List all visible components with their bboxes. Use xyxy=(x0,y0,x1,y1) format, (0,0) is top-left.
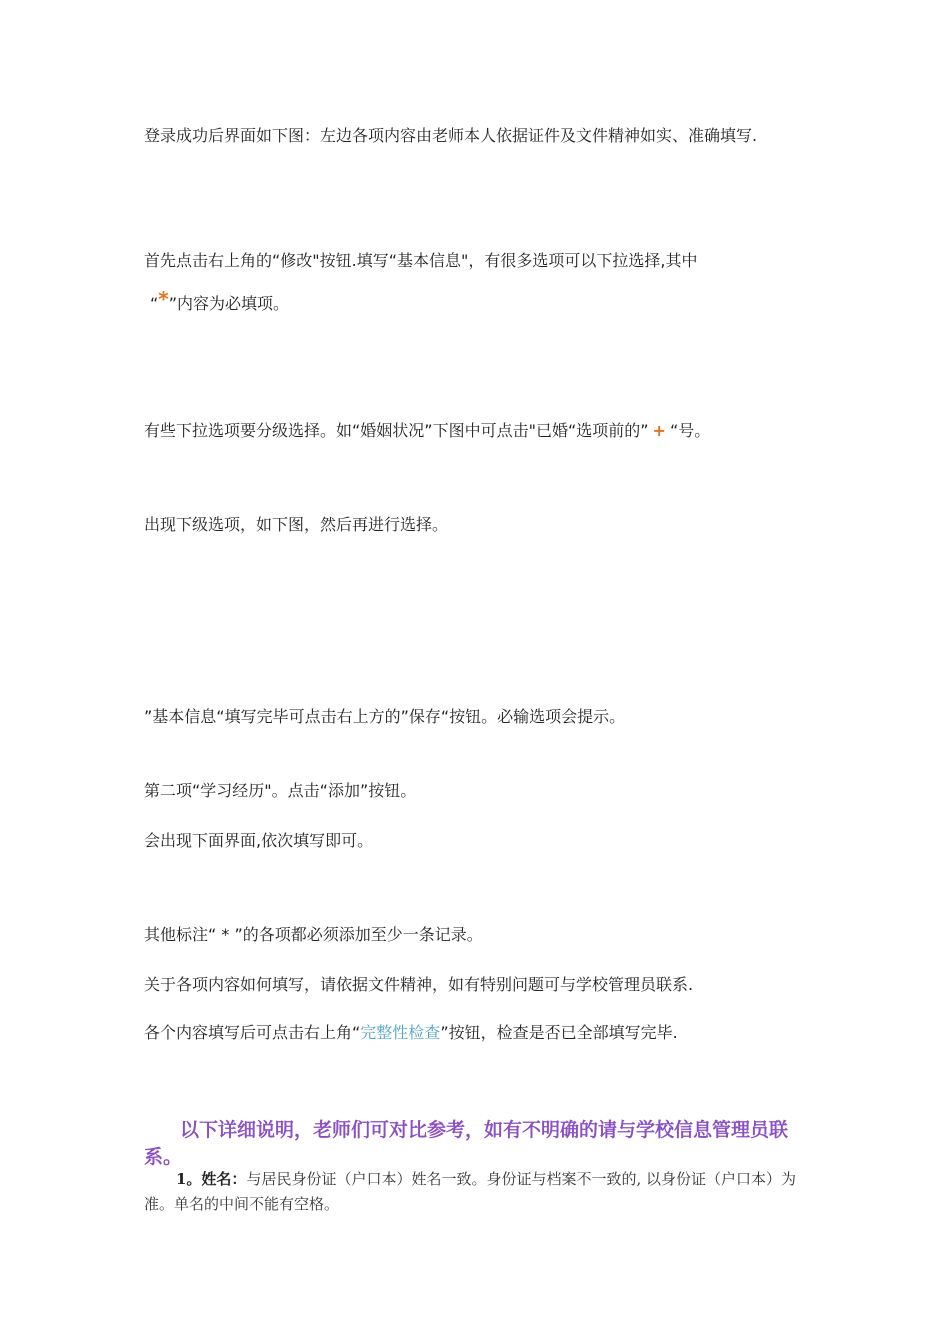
quote-open: “ xyxy=(150,294,159,313)
paragraph-modify-instructions xyxy=(144,248,804,274)
paragraph-text: ”基本信息“填写完毕可点击右上方的”保存“按钮。必输选项会提示。 xyxy=(144,707,626,726)
paragraph-text: 各个内容填写后可点击右上角“ xyxy=(144,1023,361,1042)
detail-label: 1。姓名： xyxy=(176,1170,247,1188)
required-star-icon: * xyxy=(158,287,169,311)
paragraph-text: 关于各项内容如何填写，请依据文件精神，如有特别问题可与学校管理员联系. xyxy=(144,975,694,994)
paragraph-text: ”内容为必填项。 xyxy=(168,294,290,313)
paragraph-education-history xyxy=(144,778,804,804)
paragraph-login-intro xyxy=(144,123,804,149)
paragraph-sub-options xyxy=(144,512,804,538)
completeness-check-link[interactable]: 完整性检查 xyxy=(360,1023,441,1042)
paragraph-fill-in xyxy=(144,828,804,854)
paragraph-hierarchical-select xyxy=(144,418,804,444)
detail-name-field xyxy=(144,1167,804,1217)
paragraph-text: 会出现下面界面,依次填写即可。 xyxy=(144,831,374,850)
paragraph-required-note xyxy=(150,289,810,317)
paragraph-save-note xyxy=(144,704,804,730)
paragraph-contact-admin xyxy=(144,972,804,998)
paragraph-text: ”按钮，检查是否已全部填写完毕. xyxy=(440,1023,678,1042)
paragraph-text: 登录成功后界面如下图：左边各项内容由老师本人依据证件及文件精神如实、准确填写. xyxy=(144,126,758,145)
paragraph-text: 首先点击右上角的“修改"按钮.填写“基本信息"，有很多选项可以下拉选择,其中 xyxy=(144,251,698,270)
paragraph-text: 出现下级选项，如下图，然后再进行选择。 xyxy=(144,515,449,534)
paragraph-completeness-check xyxy=(144,1020,804,1046)
paragraph-text: 其他标注“ * ”的各项都必须添加至少一条记录。 xyxy=(144,925,483,944)
paragraph-other-required xyxy=(144,922,804,948)
detail-text: 与居民身份证（户口本）姓名一致。身份证与档案不一致的, 以身份证（户口本）为准。单名的中间不能有空格。 xyxy=(144,1170,796,1213)
paragraph-text: 有些下拉选项要分级选择。如“婚姻状况”下图中可点击"已婚“选项前的” xyxy=(144,421,649,440)
paragraph-text: 第二项“学习经历"。点击“添加”按钮。 xyxy=(144,781,417,800)
paragraph-text: “号。 xyxy=(669,421,711,440)
section-heading: 以下详细说明，老师们可对比参考，如有不明确的请与学校信息管理员联系。 xyxy=(144,1119,789,1168)
plus-icon: + xyxy=(652,421,666,440)
